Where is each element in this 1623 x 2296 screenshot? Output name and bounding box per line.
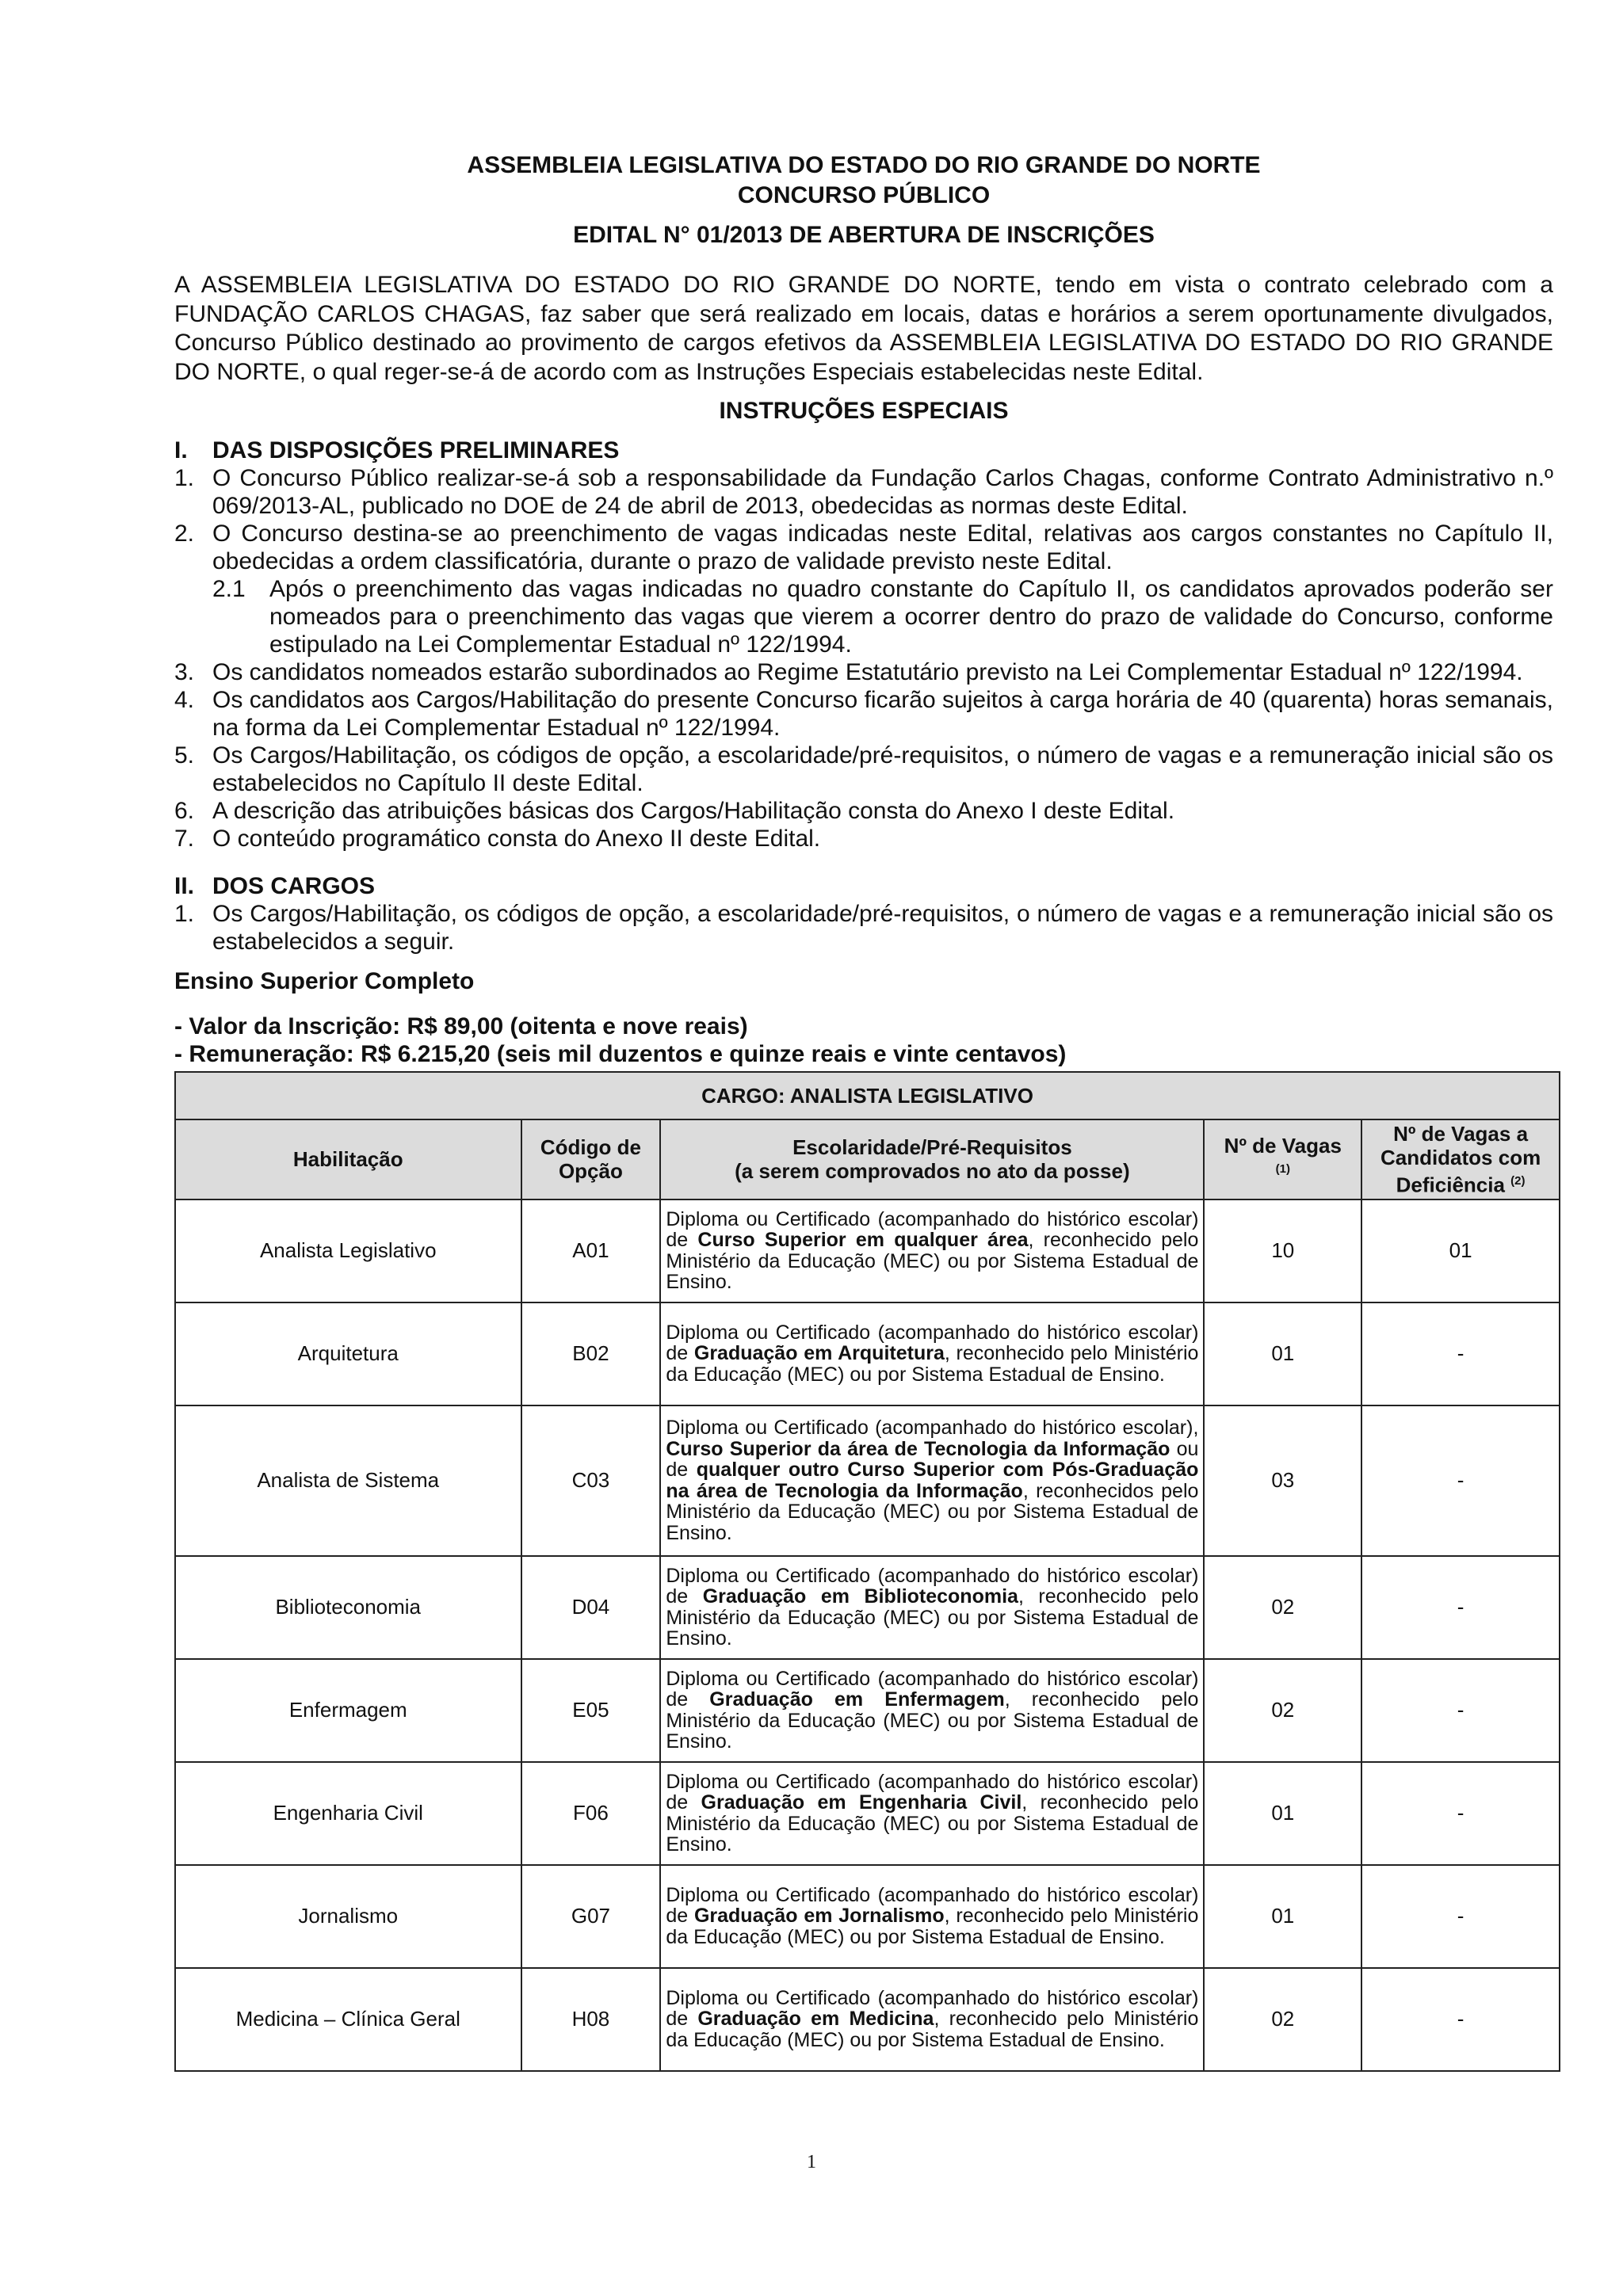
escolaridade-text: ou de [666, 1437, 1199, 1482]
salary: - Remuneração: R$ 6.215,20 (seis mil duzentos e quinze reais e vinte centavos) [174, 1041, 1067, 1067]
table-body [175, 1199, 1560, 2071]
instructions-title: INSTRUÇÕES ESPECIAIS [719, 398, 1009, 424]
edital-title: EDITAL N° 01/2013 DE ABERTURA DE INSCRIÇÕES [573, 222, 1155, 248]
escolaridade-text: Diploma ou Certificado (acompanhado do histórico escolar) de [666, 1883, 1199, 1928]
registration-fee: - Valor da Inscrição: R$ 89,00 (oitenta e nove reais) [174, 1013, 748, 1039]
list-item-number: 1. [174, 465, 195, 491]
list-item [174, 742, 1553, 797]
section-1-number: I. [174, 437, 188, 463]
cell-vagas-deficiencia: - [1361, 1556, 1560, 1659]
contest-title: CONCURSO PÚBLICO [737, 182, 991, 208]
cell-vagas: 03 [1204, 1405, 1361, 1556]
list-item-number: 2. [174, 521, 195, 547]
cell-escolaridade [660, 1405, 1204, 1556]
column-header-codigo: Código de Opção [521, 1119, 661, 1199]
cell-habilitacao: Enfermagem [175, 1659, 521, 1762]
list-item-text: Os Cargos/Habilitação, os códigos de opção, a escolaridade/pré-requisitos, o número de vagas e a remuneração inicial são os estabelecidos no Capítulo II deste Edital. [212, 742, 1553, 796]
cell-vagas: 01 [1204, 1302, 1361, 1405]
cell-habilitacao: Medicina – Clínica Geral [175, 1968, 521, 2071]
table-header-row [175, 1119, 1560, 1199]
escolaridade-text: Diploma ou Certificado (acompanhado do histórico escolar), [666, 1417, 1199, 1440]
institution-name: ASSEMBLEIA LEGISLATIVA DO ESTADO DO RIO GRANDE DO NORTE [467, 152, 1261, 178]
column-header-escolaridade [660, 1119, 1204, 1199]
cell-vagas-deficiencia: - [1361, 1659, 1560, 1762]
list-item-text: Após o preenchimento das vagas indicadas no quadro constante do Capítulo II, os candidatos aprovados poderão ser nomeados para o preenchimento das vagas que vierem a ocorrer dentro do prazo de validade do Concurso, conforme estipulado na Lei Complementar Estadual nº 122/1994. [269, 576, 1553, 658]
cell-escolaridade [660, 1968, 1204, 2071]
document-page [174, 151, 1553, 2072]
column-header-escolaridade-line1: Escolaridade/Pré-Requisitos [792, 1135, 1072, 1160]
table-row [175, 1762, 1560, 1865]
cell-escolaridade [660, 1556, 1204, 1659]
table-row [175, 1659, 1560, 1762]
cell-codigo: F06 [521, 1762, 661, 1865]
cell-vagas-deficiencia: - [1361, 1302, 1560, 1405]
cell-codigo: D04 [521, 1556, 661, 1659]
section-2-heading [174, 873, 1553, 900]
section-2-title: DOS CARGOS [212, 873, 376, 899]
column-header-deficiencia-label: Nº de Vagas a Candidatos com Deficiência [1380, 1122, 1541, 1197]
escolaridade-course: Graduação em Enfermagem [709, 1688, 1005, 1711]
list-item-text: Os Cargos/Habilitação, os códigos de opção, a escolaridade/pré-requisitos, o número de vagas e a remuneração inicial são os estabelecidos a seguir. [212, 901, 1553, 955]
list-item [174, 520, 1553, 575]
table-row [175, 1968, 1560, 2071]
escolaridade-course: Graduação em Jornalismo [693, 1905, 945, 1928]
list-item-number: 2.1 [212, 576, 246, 602]
escolaridade-course: Curso Superior em qualquer área [697, 1229, 1029, 1252]
list-item [174, 825, 1553, 852]
list-item-number: 3. [174, 659, 195, 685]
escolaridade-text: Diploma ou Certificado (acompanhado do histórico escolar) de [666, 1564, 1199, 1608]
list-item [174, 797, 1553, 825]
cell-codigo: A01 [521, 1199, 661, 1302]
section-1-list [174, 464, 1553, 852]
list-item-number: 7. [174, 826, 195, 852]
escolaridade-course: Graduação em Engenharia Civil [701, 1791, 1022, 1814]
cell-vagas: 10 [1204, 1199, 1361, 1302]
cell-habilitacao: Biblioteconomia [175, 1556, 521, 1659]
list-item-text: O conteúdo programático consta do Anexo II deste Edital. [212, 826, 821, 852]
escolaridade-course: Curso Superior da área de Tecnologia da Informação [666, 1437, 1170, 1460]
table-row [175, 1556, 1560, 1659]
cell-codigo: C03 [521, 1405, 661, 1556]
escolaridade-text: , reconhecido pelo Ministério da Educação (MEC) ou por Sistema Estadual de Ensino. [666, 2008, 1199, 2051]
cell-vagas-deficiencia: - [1361, 1865, 1560, 1968]
escolaridade-text: Diploma ou Certificado (acompanhado do histórico escolar) de [666, 1667, 1199, 1711]
escolaridade-text: , reconhecido pelo Ministério da Educação (MEC) ou por Sistema Estadual de Ensino. [666, 1585, 1199, 1650]
cell-codigo: B02 [521, 1302, 661, 1405]
list-item-number: 6. [174, 798, 195, 824]
escolaridade-text: , reconhecido pelo Ministério da Educação (MEC) ou por Sistema Estadual de Ensino. [666, 1791, 1199, 1856]
cell-vagas: 02 [1204, 1968, 1361, 2071]
list-item-number: 1. [174, 901, 195, 927]
footnote-ref-1: (1) [1275, 1162, 1290, 1176]
cell-habilitacao: Arquitetura [175, 1302, 521, 1405]
table-row [175, 1199, 1560, 1302]
cell-escolaridade [660, 1302, 1204, 1405]
table-title: CARGO: ANALISTA LEGISLATIVO [175, 1072, 1560, 1119]
cell-vagas: 01 [1204, 1865, 1361, 1968]
list-item [174, 575, 1553, 658]
list-item-text: Os candidatos aos Cargos/Habilitação do presente Concurso ficarão sujeitos à carga horária de 40 (quarenta) horas semanais, na forma da Lei Complementar Estadual nº 122/1994. [212, 687, 1553, 741]
cell-habilitacao: Analista de Sistema [175, 1405, 521, 1556]
cell-vagas: 01 [1204, 1762, 1361, 1865]
table-row [175, 1405, 1560, 1556]
document-header [174, 151, 1553, 211]
column-header-escolaridade-line2: (a serem comprovados no ato da posse) [735, 1159, 1130, 1184]
escolaridade-course: Graduação em Arquitetura [693, 1342, 945, 1365]
table-row [175, 1865, 1560, 1968]
list-item-text: O Concurso destina-se ao preenchimento de vagas indicadas neste Edital, relativas aos cargos constantes no Capítulo II, obedecidas a ordem classificatória, durante o prazo de validade previsto neste Edital. [212, 521, 1553, 574]
education-level-heading: Ensino Superior Completo [174, 968, 475, 994]
section-1-title: DAS DISPOSIÇÕES PRELIMINARES [212, 437, 620, 463]
cell-vagas-deficiencia: - [1361, 1405, 1560, 1556]
table-row [175, 1302, 1560, 1405]
escolaridade-text: , reconhecido pelo Ministério da Educação (MEC) ou por Sistema Estadual de Ensino. [666, 1688, 1199, 1753]
table-title-row [175, 1072, 1560, 1119]
cell-habilitacao: Analista Legislativo [175, 1199, 521, 1302]
column-header-vagas [1204, 1119, 1361, 1199]
cell-codigo: H08 [521, 1968, 661, 2071]
cell-habilitacao: Engenharia Civil [175, 1762, 521, 1865]
fee-block [174, 1013, 1553, 1068]
escolaridade-text: Diploma ou Certificado (acompanhado do histórico escolar) de [666, 1770, 1199, 1814]
list-item-number: 4. [174, 687, 195, 713]
list-item [174, 686, 1553, 742]
list-item-text: Os candidatos nomeados estarão subordinados ao Regime Estatutário previsto na Lei Complementar Estadual nº 122/1994. [212, 659, 1523, 685]
cell-escolaridade [660, 1199, 1204, 1302]
column-header-habilitacao: Habilitação [175, 1119, 521, 1199]
cell-vagas-deficiencia: 01 [1361, 1199, 1560, 1302]
cell-vagas-deficiencia: - [1361, 1762, 1560, 1865]
cell-vagas: 02 [1204, 1659, 1361, 1762]
cell-escolaridade [660, 1865, 1204, 1968]
intro-paragraph: A ASSEMBLEIA LEGISLATIVA DO ESTADO DO RIO GRANDE DO NORTE, tendo em vista o contrato celebrado com a FUNDAÇÃO CARLOS CHAGAS, faz saber que será realizado em locais, datas e horários a serem oportunamente divulgados, Concurso Público destinado ao provimento de cargos efetivos da ASSEMBLEIA LEGISLATIVA DO ESTADO DO RIO GRANDE DO NORTE, o qual reger-se-á de acordo com as Instruções Especiais estabelecidas neste Edital. [174, 272, 1553, 385]
list-item [174, 900, 1553, 955]
section-2-number: II. [174, 873, 195, 899]
list-item [174, 658, 1553, 686]
column-header-deficiencia [1361, 1119, 1560, 1199]
escolaridade-text: , reconhecido pelo Ministério da Educação (MEC) ou por Sistema Estadual de Ensino. [666, 1342, 1199, 1386]
column-header-vagas-label: Nº de Vagas [1224, 1134, 1342, 1158]
escolaridade-course: Graduação em Medicina [697, 2008, 934, 2031]
cell-habilitacao: Jornalismo [175, 1865, 521, 1968]
cell-vagas-deficiencia: - [1361, 1968, 1560, 2071]
escolaridade-course: qualquer outro Curso Superior com Pós-Graduação na área de Tecnologia da Informação [666, 1459, 1199, 1502]
cell-escolaridade [660, 1762, 1204, 1865]
list-item-text: A descrição das atribuições básicas dos Cargos/Habilitação consta do Anexo I deste Edital. [212, 798, 1175, 824]
escolaridade-text: , reconhecido pelo Ministério da Educação (MEC) ou por Sistema Estadual de Ensino. [666, 1905, 1199, 1948]
page-number: 1 [807, 2152, 816, 2172]
list-item [174, 464, 1553, 520]
section-1-heading [174, 437, 1553, 464]
cell-escolaridade [660, 1659, 1204, 1762]
escolaridade-text: , reconhecidos pelo Ministério da Educação (MEC) ou por Sistema Estadual de Ensino. [666, 1479, 1199, 1544]
escolaridade-text: Diploma ou Certificado (acompanhado do histórico escolar) de [666, 1321, 1199, 1365]
section-2-list [174, 900, 1553, 955]
list-item-text: O Concurso Público realizar-se-á sob a responsabilidade da Fundação Carlos Chagas, conforme Contrato Administrativo n.º 069/2013-AL, publicado no DOE de 24 de abril de 2013, obedecidas as normas deste Edital. [212, 465, 1553, 519]
cell-codigo: G07 [521, 1865, 661, 1968]
escolaridade-course: Graduação em Biblioteconomia [702, 1585, 1018, 1608]
escolaridade-text: , reconhecido pelo Ministério da Educação (MEC) ou por Sistema Estadual de Ensino. [666, 1229, 1199, 1294]
cell-codigo: E05 [521, 1659, 661, 1762]
footnote-ref-2: (2) [1510, 1174, 1526, 1188]
list-item-number: 5. [174, 742, 195, 769]
cell-vagas: 02 [1204, 1556, 1361, 1659]
positions-table [174, 1071, 1560, 2072]
escolaridade-text: Diploma ou Certificado (acompanhado do histórico escolar) de [666, 1207, 1199, 1252]
escolaridade-text: Diploma ou Certificado (acompanhado do histórico escolar) de [666, 1986, 1199, 2031]
